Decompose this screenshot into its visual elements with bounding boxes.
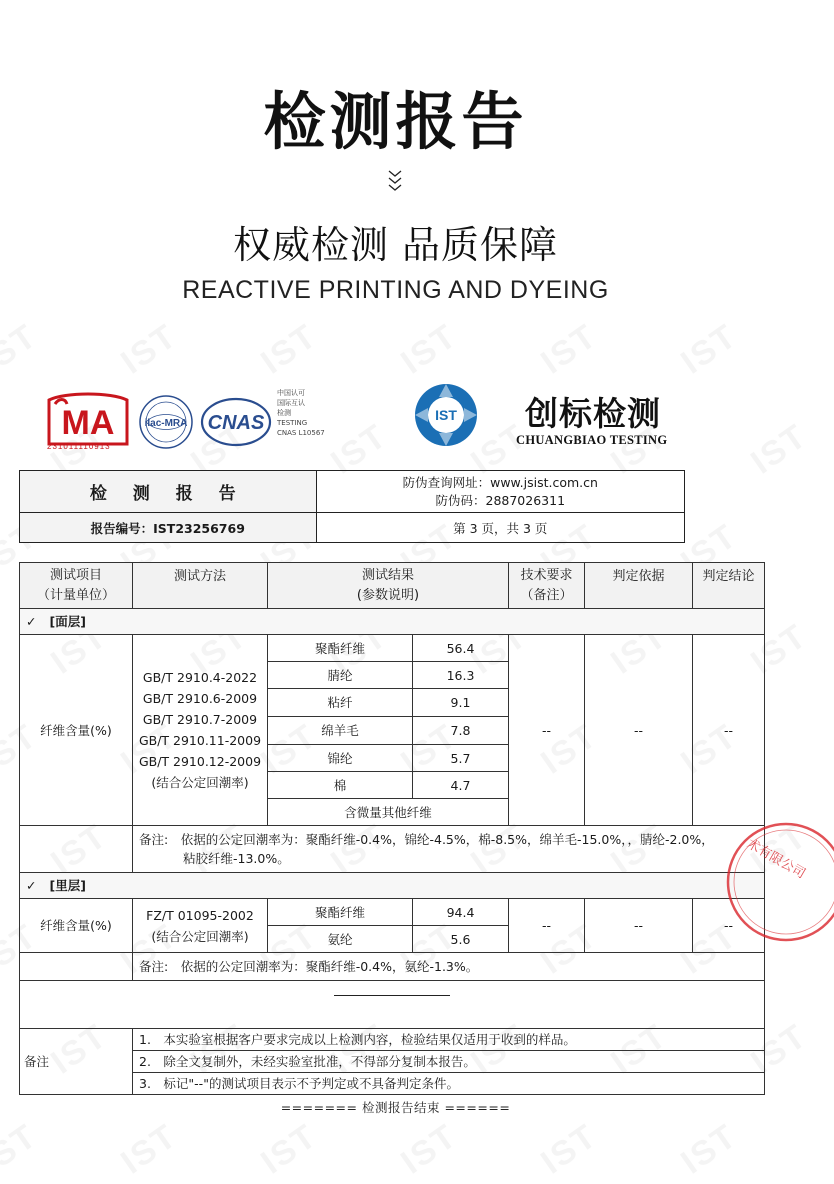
fiber-value: 4.7 — [413, 772, 509, 799]
fiber-name: 锦纶 — [268, 745, 413, 772]
col-requirement: 技术要求 （备注） — [509, 563, 585, 609]
lining-requirement: -- — [509, 899, 585, 953]
watermark-text — [114, 317, 185, 383]
company-seal-stamp — [724, 812, 834, 952]
report-end-marker: ======= 检测报告结束 ====== — [280, 1100, 511, 1115]
col-basis: 判定依据 — [585, 563, 693, 609]
fiber-value: 5.7 — [413, 745, 509, 772]
face-requirement: -- — [509, 635, 585, 826]
fiber-value: 5.6 — [413, 926, 509, 953]
check-icon: ✓ — [26, 614, 37, 629]
col-method: 测试方法 — [133, 563, 268, 609]
logos-row — [45, 380, 745, 460]
page-indicator: 第 3 页，共 3 页 — [316, 513, 684, 543]
page-subtitle: 权威检测 品质保障 — [232, 223, 559, 267]
remark-item: 1. 本实验室根据客户要求完成以上检测内容，检验结果仅适用于收到的样品。 — [133, 1029, 765, 1051]
anti-fake-code: 防伪码：2887026311 — [435, 492, 566, 508]
svg-text:CNAS: CNAS — [207, 412, 265, 434]
fiber-name: 聚酯纤维 — [268, 635, 413, 662]
fiber-value: 94.4 — [413, 899, 509, 926]
page-subtitle-en: REACTIVE PRINTING AND DYEING — [182, 276, 609, 304]
table-header-row — [20, 563, 765, 609]
page-title: 检测报告 — [263, 85, 528, 158]
report-number: 报告编号：IST23256769 — [20, 513, 317, 543]
lining-conclusion: -- — [693, 899, 765, 953]
anti-fake-info — [316, 471, 684, 513]
chevron-down-icon — [384, 168, 406, 192]
company-name-en: CHUANGBIAO TESTING — [516, 433, 668, 447]
lining-basis: -- — [585, 899, 693, 953]
face-basis: -- — [585, 635, 693, 826]
face-methods: GB/T 2910.4-2022 GB/T 2910.6-2009 GB/T 2910.7-2009 GB/T 2910.11-2009 GB/T 2910.12-2009 (结合公定回潮率) — [133, 635, 268, 826]
company-name-cn: 创标检测 — [525, 394, 661, 433]
cma-number: 231011110913 — [47, 442, 111, 451]
remark-item: 2. 除全文复制外，未经实验室批准，不得部分复制本报告。 — [133, 1051, 765, 1073]
fiber-value: 56.4 — [413, 635, 509, 662]
watermark-text — [254, 1117, 325, 1183]
fiber-name: 氨纶 — [268, 926, 413, 953]
fiber-name: 绵羊毛 — [268, 717, 413, 745]
report-title: 检 测 报 告 — [20, 471, 317, 513]
results-table — [19, 562, 765, 1095]
col-result: 测试结果 (参数说明) — [268, 563, 509, 609]
watermark-text — [0, 317, 45, 383]
lining-methods: FZ/T 01095-2002 (结合公定回潮率) — [133, 899, 268, 953]
section-lining: ✓ [里层] — [20, 873, 765, 899]
ist-logo — [413, 382, 479, 448]
remarks-label: 备注 — [20, 1029, 133, 1095]
face-note: 备注: 依据的公定回潮率为：聚酯纤维-0.4%，锦纶-4.5%，棉-8.5%，绵羊毛-15.0%，，腈纶-2.0%， 粘胶纤维-13.0%。 — [133, 826, 765, 873]
cnas-logo — [200, 396, 272, 448]
fiber-value: 7.8 — [413, 717, 509, 745]
fiber-name: 粘纤 — [268, 689, 413, 717]
fiber-name: 棉 — [268, 772, 413, 799]
section-face: ✓ [面层] — [20, 609, 765, 635]
watermark-text — [744, 417, 815, 483]
watermark-text — [254, 317, 325, 383]
face-item: 纤维含量(%) — [20, 635, 133, 826]
watermark-text — [674, 1117, 745, 1183]
col-conclusion: 判定结论 — [693, 563, 765, 609]
remark-item: 3. 标记"--"的测试项目表示不予判定或不具备判定条件。 — [133, 1073, 765, 1095]
watermark-text — [534, 317, 605, 383]
watermark-text — [534, 1117, 605, 1183]
fiber-name: 腈纶 — [268, 662, 413, 689]
cnas-text: 中国认可 国际互认 检测 TESTING CNAS L10567 — [277, 389, 325, 437]
ilac-mra-logo — [138, 394, 194, 450]
check-icon: ✓ — [26, 878, 37, 893]
lining-item: 纤维含量(%) — [20, 899, 133, 953]
fiber-name: 聚酯纤维 — [268, 899, 413, 926]
svg-text:术有限公司: 术有限公司 — [744, 836, 808, 882]
table-row — [20, 899, 765, 926]
lining-note: 备注: 依据的公定回潮率为：聚酯纤维-0.4%，氨纶-1.3%。 — [133, 953, 765, 981]
watermark-text — [0, 1117, 45, 1183]
report-header-table — [19, 470, 685, 543]
watermark-text — [394, 317, 465, 383]
svg-text:MA: MA — [61, 404, 115, 442]
svg-text:IST: IST — [435, 407, 457, 423]
watermark-text — [114, 1117, 185, 1183]
divider — [334, 995, 450, 996]
col-item: 测试项目 （计量单位） — [20, 563, 133, 609]
fiber-value: 9.1 — [413, 689, 509, 717]
watermark-text — [394, 1117, 465, 1183]
blank-row — [20, 981, 765, 1029]
svg-text:ilac-MRA: ilac-MRA — [144, 418, 188, 429]
face-conclusion: -- — [693, 635, 765, 826]
fiber-value: 16.3 — [413, 662, 509, 689]
table-row — [20, 635, 765, 662]
watermark-text — [674, 317, 745, 383]
trace-fiber: 含微量其他纤维 — [268, 799, 509, 826]
verify-website: 防伪查询网址：www.jsist.com.cn — [402, 474, 598, 490]
